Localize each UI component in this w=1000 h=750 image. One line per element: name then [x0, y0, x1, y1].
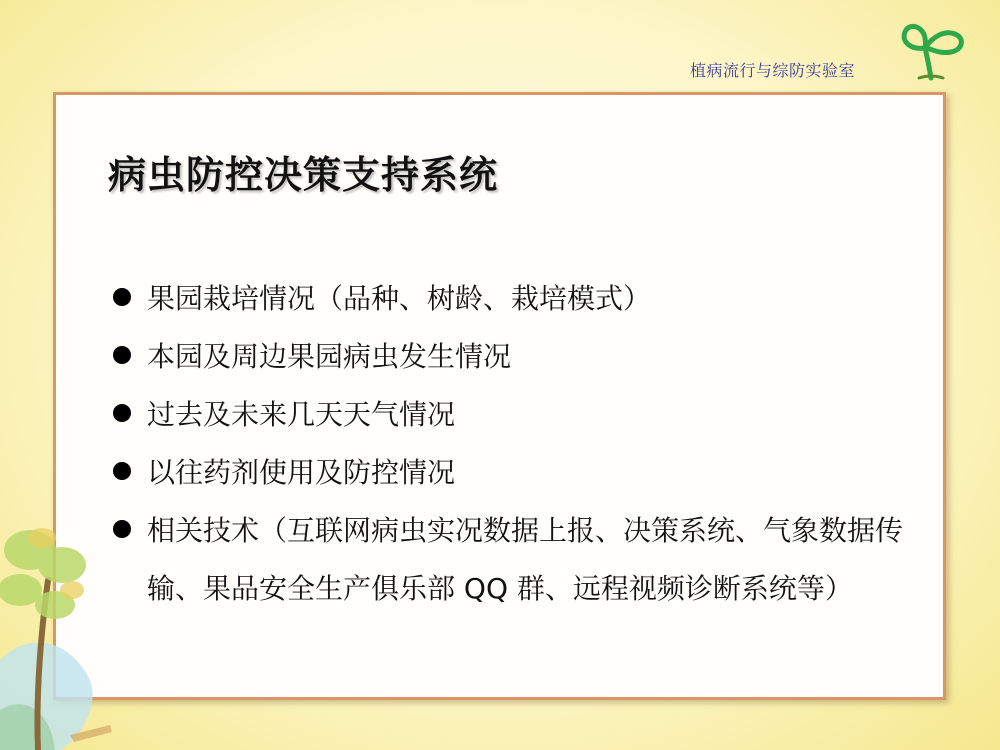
- lab-name: 植病流行与综防实验室: [690, 61, 856, 80]
- bullet-text: 果园栽培情况（品种、树龄、栽培模式）: [147, 282, 652, 315]
- bullet-dot-icon: [113, 288, 131, 306]
- tree-and-river-illustration-icon: [0, 510, 130, 750]
- bullet-item: [110, 502, 930, 618]
- bullet-dot-icon: [113, 346, 131, 364]
- bullet-dot-icon: [113, 462, 131, 480]
- bullet-dot-icon: [113, 404, 131, 422]
- bullet-item: [110, 444, 930, 502]
- bullet-item: [110, 386, 930, 444]
- slide-title: 病虫防控决策支持系统: [108, 153, 499, 197]
- bullet-list: [110, 270, 930, 618]
- green-sprout-logo-icon: [893, 14, 971, 84]
- bullet-item: [110, 328, 930, 386]
- bullet-text: 以往药剂使用及防控情况: [147, 456, 456, 489]
- bullet-item: [110, 270, 930, 328]
- bullet-text: 相关技术（互联网病虫实况数据上报、决策系统、气象数据传输、果品安全生产俱乐部 QQ 群、远程视频诊断系统等）: [147, 514, 904, 605]
- bullet-text: 本园及周边果园病虫发生情况: [147, 340, 512, 373]
- bullet-text: 过去及未来几天天气情况: [147, 398, 456, 431]
